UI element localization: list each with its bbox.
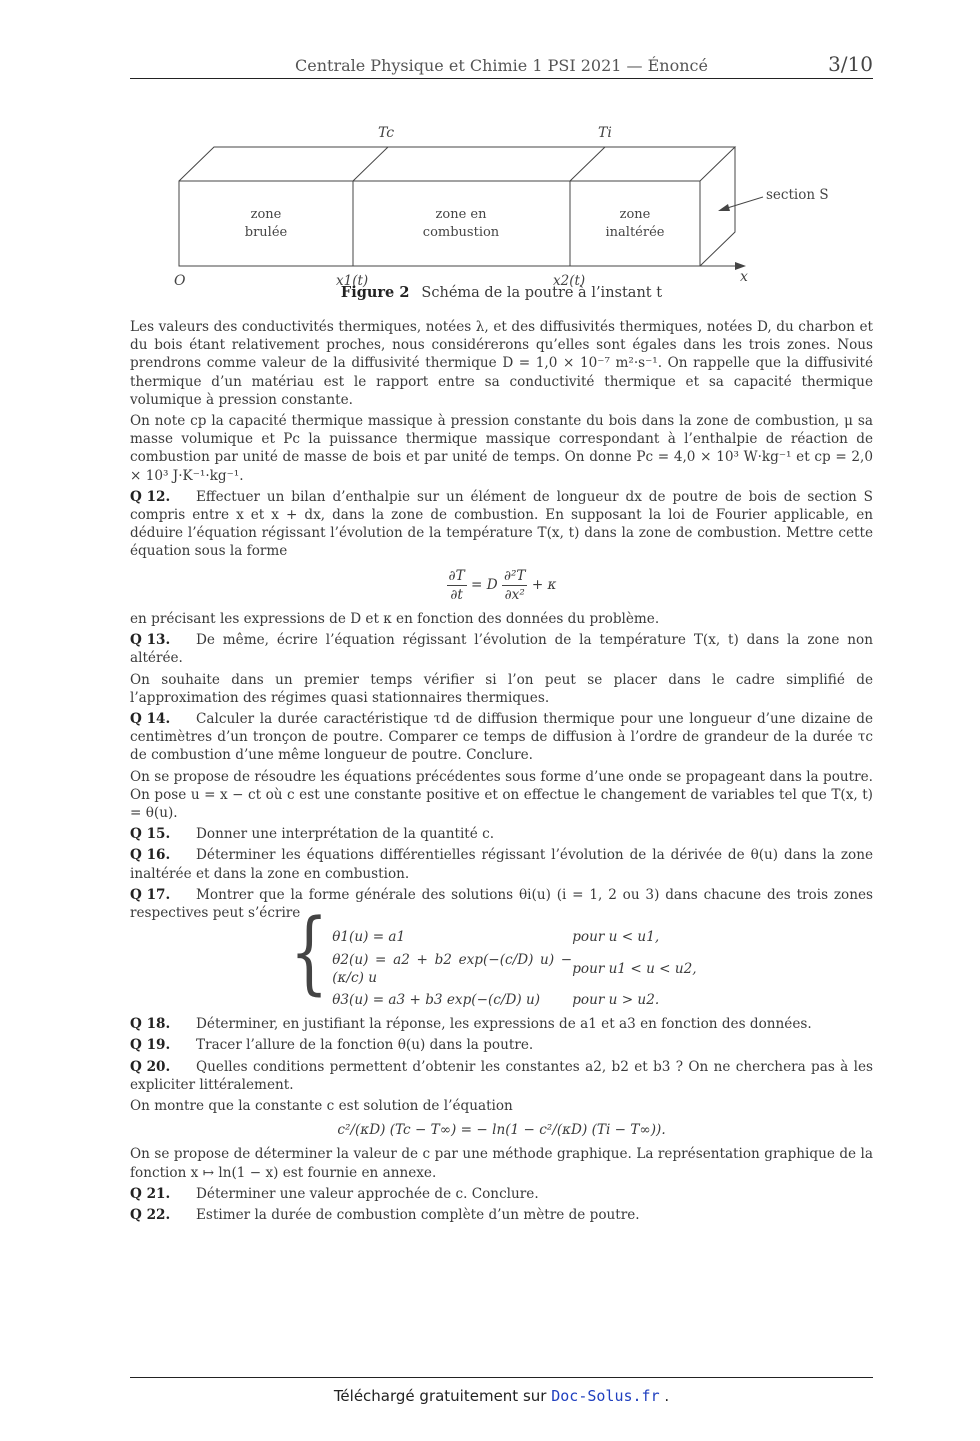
solution-system [290,900,873,1009]
exam-body [130,318,873,1227]
zone-burnt-line2: brulée [244,225,288,240]
q20-text: Quelles conditions permettent d’obtenir les constantes a2, b2 et b3 ? On ne cherchera pas à les expliciter littéralement. [130,1058,873,1093]
origin-label: O [174,273,186,289]
system-brace: { [290,900,329,1006]
q12-text: Effectuer un bilan d’enthalpie sur un élément de longueur dx de poutre de bois de section S compris entre x et x + dx, dans la zone de combustion. En supposant la loi de Fourier applicable, en déduire l’équation régissant l’évolution de la température T(x, t) dans la zone de combustion. Mettre cette équation sous la forme [130,488,873,560]
eq1-rhs-num: ∂²T [502,567,528,586]
sys-row1: θ1(u) = a1 [332,929,406,946]
question-14 [130,710,873,765]
divider-x1-top [353,147,388,181]
question-19 [130,1036,873,1054]
paragraph-wave: On se propose de résoudre les équations précédentes sous forme d’une onde se propageant dans la poutre. On pose u = x − ct où c est une constante positive et on effectue le changement de variables tel que T(x, t) = θ(u). [130,768,873,822]
q21-text: Déterminer une valeur approchée de c. Conclure. [196,1185,539,1202]
zone-burnt-line1: zone [250,207,282,222]
q16-text: Déterminer les équations différentielles régissant l’évolution de la dérivée de θ(u) dans la zone inaltérée et dans la zone en combustion. [130,847,873,882]
x1-label: x1(t) [336,273,369,289]
page-footer [130,1387,873,1405]
q15-text: Donner une interprétation de la quantité c. [196,826,495,843]
q18-label: Q 18. [130,1016,171,1033]
heat-equation [130,567,873,604]
question-20 [130,1058,873,1094]
paragraph-notation: On note cp la capacité thermique massique à pression constante du bois dans la zone de combustion, μ sa masse volumique et Pc la puissance thermique massique correspondant à l’enthalpie de réaction de combustion par unité de masse de bois et par unité de temps. On donne Pc = 4,0 × 10³ W·kg⁻¹ et cp = 2,0 × 10³ J·K⁻¹·kg⁻¹. [130,413,873,484]
figure-caption [130,284,873,301]
q17-text: Montrer que la forme générale des solutions θi(u) (i = 1, 2 ou 3) dans chacune des trois zones respectives peut s’écrire [130,886,873,922]
label-tc: Tc [378,125,395,141]
question-15 [130,825,873,843]
beam-right-face [700,147,735,266]
question-17 [130,886,873,922]
section-arrowhead [718,204,730,211]
question-18 [130,1015,873,1033]
question-13 [130,631,873,667]
zone-combustion-line2: combustion [422,225,500,240]
q22-text: Estimer la durée de combustion complète d’un mètre de poutre. [196,1206,640,1223]
page-number: 3/10 [828,52,873,76]
eq1-mid: = D [470,576,498,593]
q13-label: Q 13. [130,632,171,649]
zone-unaltered-line1: zone [619,207,651,222]
q12-label: Q 12. [130,488,171,505]
sys-row3-cond: pour u > u2. [572,991,660,1008]
eq1-tail: + κ [531,576,557,593]
zone-combustion-line1: zone en [435,207,487,222]
footer-end: . [664,1387,670,1405]
paragraph-arqs: On souhaite dans un premier temps vérifier si l’on peut se placer dans le cadre simplifié de l’approximation des régimes quasi stationnaires thermiques. [130,671,873,706]
page-header [130,52,873,79]
question-12 [130,488,873,561]
beam-schematic-figure [130,100,873,310]
beam-top-face [179,147,735,181]
caption-text: Schéma de la poutre à l’instant t [421,285,663,301]
paragraph-diffusivity: Les valeurs des conductivités thermiques, notées λ, et des diffusivités thermiques, notées D, du charbon et du bois étant relativement proches, nous considérerons qu’elles sont égales dans les trois zones. Nous prendrons comme valeur de la diffusivité thermique D = 1,0 × 10⁻⁷ m²·s⁻¹. On rappelle que la diffusivité thermique d’un matériau est le rapport entre sa conductivité thermique et sa capacité thermique volumique à pression constante. [130,319,873,408]
paragraph-after-eq1: en précisant les expressions de D et κ en fonction des données du problème. [130,611,660,628]
question-21 [130,1185,873,1203]
paragraph-c-equation: On montre que la constante c est solution de l’équation [130,1097,513,1114]
q21-label: Q 21. [130,1185,171,1202]
header-title: Centrale Physique et Chimie 1 PSI 2021 — Énoncé [295,56,708,75]
divider-x2-top [570,147,605,181]
zone-unaltered-line2: inaltérée [605,225,665,240]
caption-label: Figure 2 [340,284,410,301]
sys-row3: θ3(u) = a3 + b3 exp(−(c/D) u) [332,991,541,1008]
footer-text: Téléchargé gratuitement sur [333,1387,547,1405]
label-ti: Ti [598,125,612,141]
q18-text: Déterminer, en justifiant la réponse, les expressions de a1 et a3 en fonction des données. [196,1016,812,1033]
c-equation: c²/(κD) (Tc − T∞) = − ln(1 − c²/(κD) (Ti − T∞)). [337,1122,666,1139]
eq1-rhs-den: ∂x² [504,586,525,603]
q16-label: Q 16. [130,847,171,864]
question-22 [130,1206,873,1224]
q13-text: De même, écrire l’équation régissant l’évolution de la température T(x, t) dans la zone non altérée. [130,632,873,667]
eq1-lhs-den: ∂t [450,586,463,603]
question-16 [130,846,873,882]
section-arrow [724,197,763,209]
q19-label: Q 19. [130,1037,171,1054]
x-axis-label: x [740,269,748,285]
paragraph-graphical: On se propose de déterminer la valeur de c par une méthode graphique. La représentation graphique de la fonction x ↦ ln(1 − x) est fournie en annexe. [130,1146,873,1181]
footer-link[interactable]: Doc-Solus.fr [551,1387,660,1405]
q22-label: Q 22. [130,1206,171,1223]
q14-text: Calculer la durée caractéristique τd de diffusion thermique pour une longueur d’une dizaine de centimètres d’un tronçon de poutre. Comparer ce temps de diffusion à l’ordre de grandeur de la durée τc de combustion d’une même longueur de poutre. Conclure. [130,711,873,764]
eq1-lhs-num: ∂T [447,567,467,586]
sys-row2: θ2(u) = a2 + b2 exp(−(c/D) u) − (κ/c) u [332,951,573,986]
q17-label: Q 17. [130,886,171,903]
sys-row1-cond: pour u < u1, [572,929,660,946]
section-label: section S [766,187,829,203]
beam-front-face [179,181,700,266]
q15-label: Q 15. [130,826,171,843]
sys-row2-cond: pour u1 < u < u2, [572,960,697,977]
q20-label: Q 20. [130,1058,171,1075]
q19-text: Tracer l’allure de la fonction θ(u) dans la poutre. [196,1037,534,1054]
footer-divider [130,1377,873,1378]
q14-label: Q 14. [130,711,171,728]
x2-label: x2(t) [553,273,586,289]
